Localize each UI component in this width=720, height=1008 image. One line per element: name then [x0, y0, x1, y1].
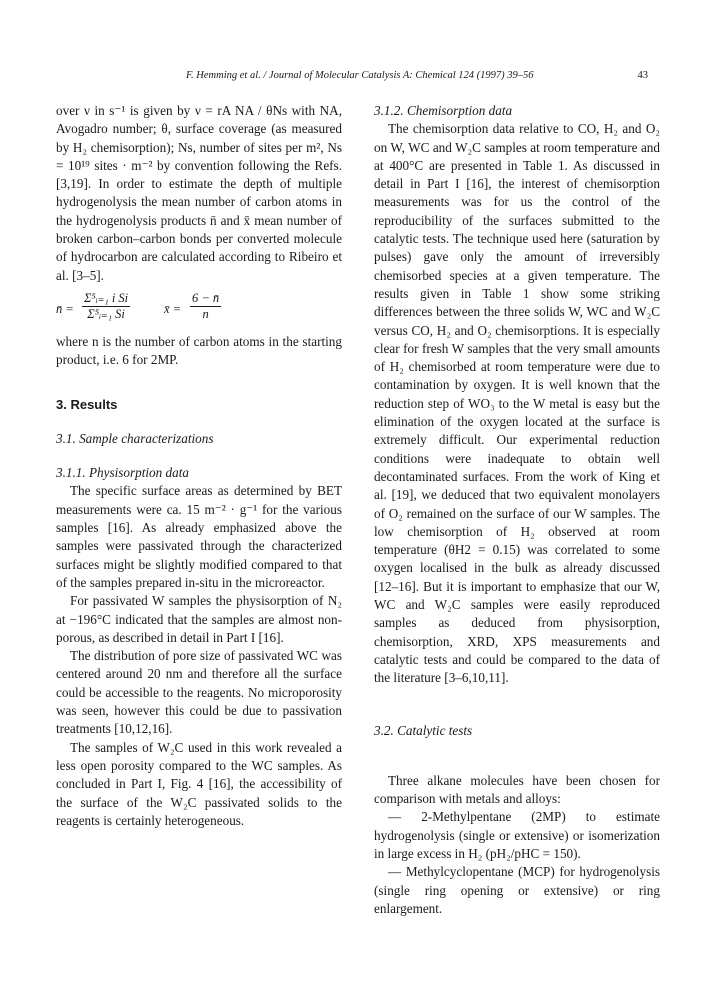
section-heading: 3. Results — [56, 396, 118, 412]
paragraph: The specific surface areas as determined by BET measurements were ca. 15 m⁻² · g⁻¹ for the various samples [16]. As already emphasized above the samples were passivated through the characterized surfaces might be slightly modified compared to that of the samples prepared in-situ in the microreactor. — [56, 483, 342, 590]
fraction-denominator: n — [202, 306, 209, 321]
left-column — [56, 102, 342, 830]
subsubsection-heading: 3.1.1. Physisorption data — [56, 465, 189, 481]
fraction-denominator: Σ⁵ᵢ₌₁ Si — [87, 306, 125, 321]
subsubsection-heading: 3.1.2. Chemisorption data — [374, 103, 513, 118]
paragraph: over ν in s⁻¹ is given by ν = rA NA / θNs with NA, Avogadro number; θ, surface coverage (as measured by H₂ chemisorption); Ns, number of sites per m², Ns = 10¹⁹ sites · m⁻² by convention following the Refs. [3,19]. In order to estimate the depth of multiple hydrogenolysis the mean number of carbon atoms in the hydrogenolysis products n̄ and x̄ mean number of broken carbon–carbon bonds per converted molecule of hydrocarbon are calculated according to Ribeiro et al. [3–5]. — [56, 103, 342, 283]
running-header — [0, 70, 720, 86]
paragraph: The distribution of pore size of passivated WC was centered around 20 nm and therefore all the surface could be accessible to the reagents. No microporosity was seen, however this could be due to passivation treatments [10,12,16]. — [56, 648, 342, 737]
fraction-numerator: 6 − n̄ — [192, 290, 220, 305]
paragraph: The chemisorption data relative to CO, H₂ and O₂ on W, WC and W₂C samples at room temperature and at 400°C are presented in Table 1. As discussed in detail in Part I [16], the interest of chemisorption measurements was for us the control of the reproducibility of the surfaces submitted to the catalytic tests. The technique used here (saturation by pulses) gave only the amount of irreversibly chemisorbed species at a given temperature. The results given in Table 1 show some striking differences between the three solids W, WC and W₂C versus CO, H₂ and O₂ chemisorptions. It is especially clear for fresh W samples that the very small amounts of H₂ chemisorbed at room temperature were due to contamination by oxygen. It is well known that the reduction step of WO₃ to the W metal is easy but the elimination of the oxygen located at the surface is extremely difficult. Our experimental reduction conditions were inadequate to obtain well decontaminated surfaces. From the work of King et al. [19], we deduced that two equivalent monolayers of O₂ remained on the surface of our W samples. The low chemisorption of H₂ observed at room temperature (θH2 = 0.15) was correlated to some oxygen localised in the bulk as already discussed [12–16]. But it is important to emphasize that our W, WC and W₂C samples were easily reproduced samples as deduced from physisorption, chemisorption, XRD, XPS measurements and catalytic tests and could be compared to the data of the literature [3–6,10,11]. — [374, 121, 660, 686]
paragraph: Three alkane molecules have been chosen for comparison with metals and alloys: — [374, 772, 660, 807]
running-title: F. Hemming et al. / Journal of Molecular Catalysis A: Chemical 124 (1997) 39–56 — [186, 70, 534, 81]
equation-lhs-n: n̄ = — [56, 301, 74, 316]
page-number: 43 — [637, 70, 648, 81]
fraction-n — [82, 291, 130, 322]
equation-block — [56, 291, 342, 325]
list-item: — 2-Methylpentane (2MP) to estimate hydrogenolysis (single or extensive) or isomerization in large excess in H₂ (pH₂/pHC = 150). — [374, 809, 660, 861]
subsection-heading: 3.1. Sample characterizations — [56, 430, 214, 446]
fraction-x — [190, 291, 221, 322]
subsection-heading: 3.2. Catalytic tests — [374, 722, 473, 738]
paragraph: The samples of W₂C used in this work revealed a less open porosity compared to the WC samples. As concluded in Part I, Fig. 4 [16], the accessibility of the surface of the W₂C passivated solids to the reagents is certainly heterogeneous. — [56, 739, 342, 828]
paragraph: where n is the number of carbon atoms in the starting product, i.e. 6 for 2MP. — [56, 333, 342, 368]
equation-lhs-x: x̄ = — [164, 301, 182, 316]
paragraph: For passivated W samples the physisorption of N₂ at −196°C indicated that the samples are almost non-porous, as described in detail in Part I [16]. — [56, 593, 342, 645]
spacer — [374, 688, 660, 722]
list-item: — Methylcyclopentane (MCP) for hydrogenolysis (single ring opening or extensive) or ring enlargement. — [374, 864, 660, 916]
right-column — [374, 102, 660, 918]
spacer — [374, 756, 660, 772]
fraction-numerator: Σ⁵ᵢ₌₁ i Si — [84, 290, 129, 305]
